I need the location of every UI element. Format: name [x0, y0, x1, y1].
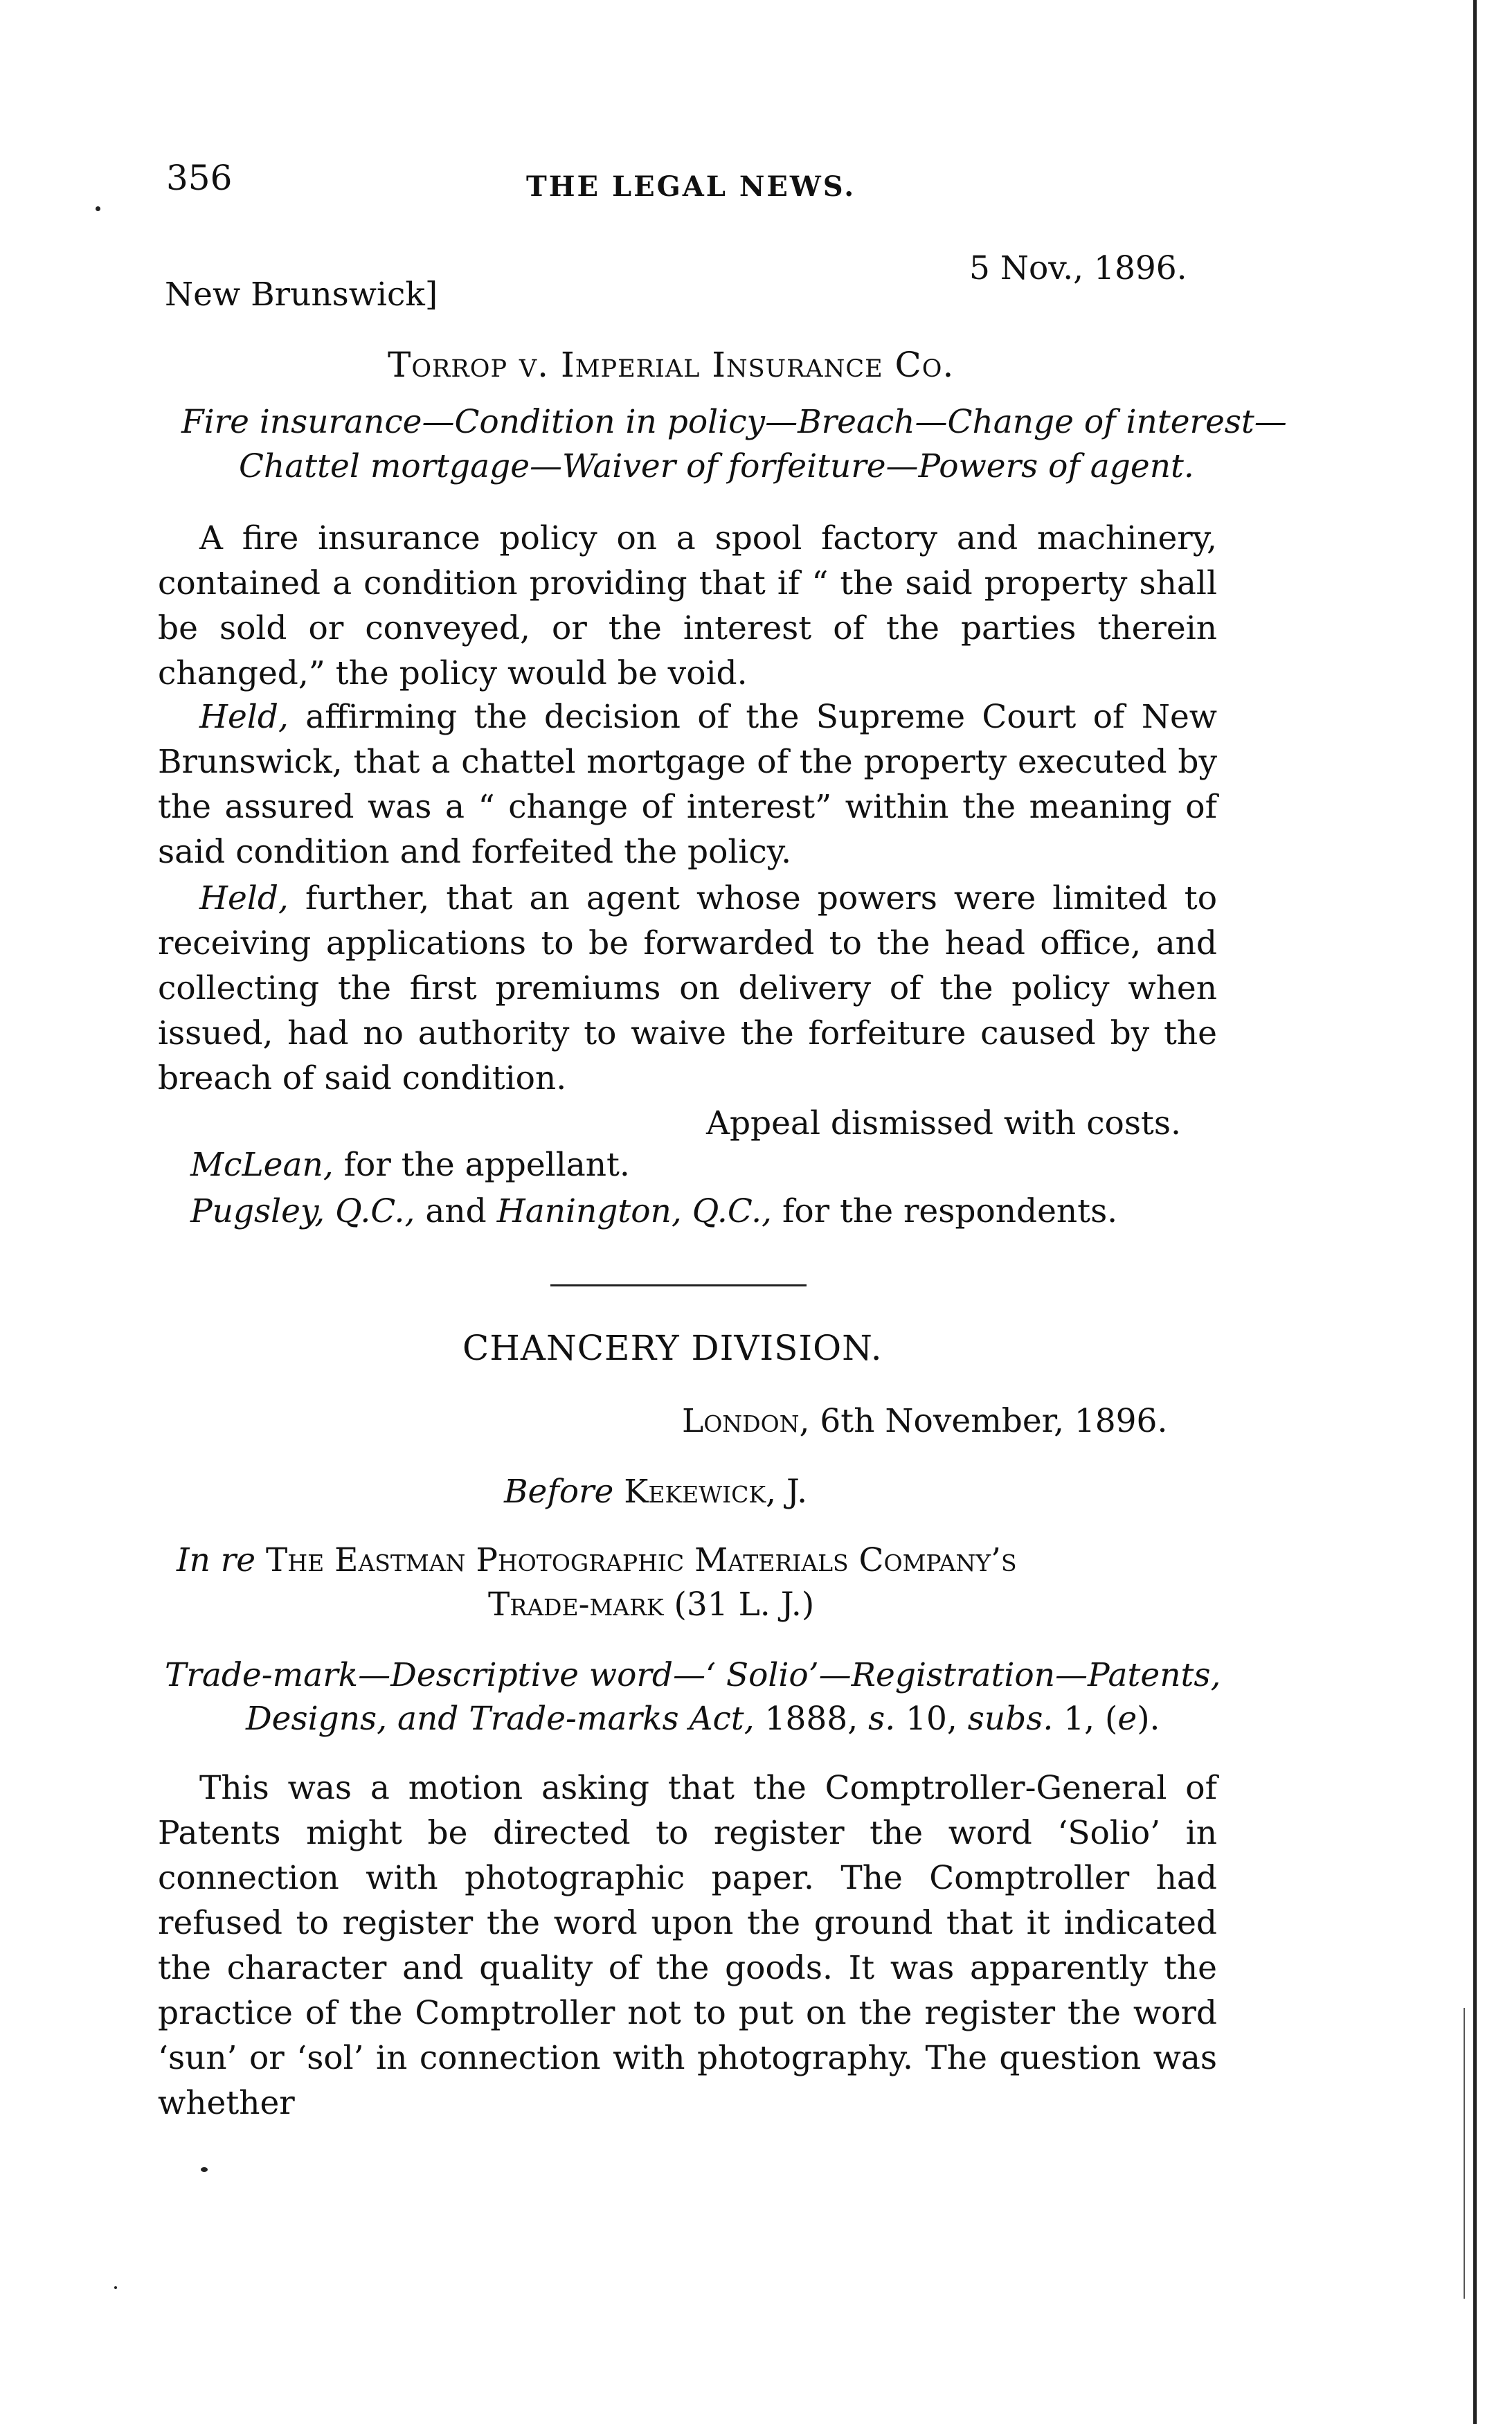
act-name: Designs, and Trade-marks Act,: [246, 1700, 755, 1738]
case1-counsel-respondents: [190, 1192, 1117, 1230]
counsel-role: for the appellant.: [333, 1146, 630, 1184]
case2-title-line2: [488, 1586, 814, 1624]
held-label: Held,: [199, 879, 289, 917]
case2-headnote-line2: [246, 1700, 1160, 1738]
page-edge-line: [1473, 0, 1477, 2424]
case1-counsel-appellant: [190, 1146, 630, 1184]
case1-paragraph-3-text: further, that an agent whose powers were limited to receiving applications to be forwarded to the head office, and collecting the first premiums on delivery of the policy when issued, had no authority to waive the forfeiture caused by the breach of said condition.: [158, 879, 1217, 1097]
in-re: In re: [177, 1541, 256, 1579]
case2-title-line1: [177, 1541, 1017, 1579]
print-speck: [114, 2286, 117, 2289]
case1-court: New Brunswick]: [165, 276, 438, 314]
held-label: Held,: [199, 698, 289, 736]
clause-letter: e: [1117, 1700, 1137, 1738]
case2-paragraph-1-text: This was a motion asking that the Comptroller-General of Patents might be directed to register the word ‘Solio’ in connection with photographic paper. The Comptroller had refused to register the word upon the ground that it indicated the character and quality of the goods. It was apparently the practice of the Comptroller not to put on the register the word ‘sun’ or ‘sol’ in connection with photography. The question was whether: [158, 1769, 1217, 2122]
case2-headnote-line1: Trade-mark—Descriptive word—‘ Solio’—Registration—Patents,: [165, 1656, 1221, 1694]
counsel-role: for the respondents.: [772, 1192, 1118, 1230]
counsel-name: Hanington, Q.C.,: [496, 1192, 772, 1230]
case2-title-text: The Eastman Photographic Materials Company’s: [255, 1541, 1017, 1579]
case1-paragraph-3: [158, 876, 1217, 1101]
print-speck: [201, 2167, 208, 2172]
clause-close: ).: [1137, 1700, 1160, 1738]
section-abbrev: s.: [868, 1700, 896, 1738]
case1-headnote-line1: Fire insurance—Condition in policy—Breach—Change of interest—: [181, 403, 1287, 441]
case2-before: [504, 1473, 807, 1511]
case2-place-date: [682, 1402, 1167, 1440]
case2-place: London,: [682, 1402, 810, 1440]
judge-name: Kekewick, J.: [613, 1473, 808, 1511]
before-word: Before: [504, 1473, 614, 1511]
case1-title: Torrop v. Imperial Insurance Co.: [388, 345, 955, 385]
case1-paragraph-2: [158, 694, 1217, 874]
case2-citation: (31 L. J.): [663, 1586, 815, 1624]
section-number: 10,: [895, 1700, 968, 1738]
subsection-abbrev: subs.: [967, 1700, 1054, 1738]
case2-paragraph-1: [158, 1766, 1217, 2126]
counsel-name: Pugsley, Q.C.,: [190, 1192, 415, 1230]
page-edge-mark: [1464, 2008, 1465, 2299]
counsel-name: McLean,: [190, 1146, 334, 1184]
subsection-number: 1, (: [1053, 1700, 1118, 1738]
case1-paragraph-2-text: affirming the decision of the Supreme Court of New Brunswick, that a chattel mortgage of the property executed by the assured was a “ change of interest” within the meaning of said condition and forfeited the policy.: [158, 698, 1217, 871]
page-header: [166, 158, 1218, 206]
act-year: 1888,: [754, 1700, 869, 1738]
case2-date: 6th November, 1896.: [809, 1402, 1168, 1440]
counsel-conjunction: and: [415, 1192, 497, 1230]
case1-paragraph-1-text: A fire insurance policy on a spool factory and machinery, contained a condition providing that if “ the said property shall be sold or conveyed, or the interest of the parties therein changed,” the policy would be void.: [158, 519, 1217, 692]
print-speck: [96, 206, 100, 211]
case1-headnote-line2: Chattel mortgage—Waiver of forfeiture—Powers of agent.: [239, 447, 1194, 485]
case2-division: CHANCERY DIVISION.: [462, 1328, 883, 1368]
running-title: THE LEGAL NEWS.: [526, 170, 856, 203]
case1-result: Appeal dismissed with costs.: [706, 1104, 1181, 1142]
section-divider: [550, 1284, 807, 1286]
case2-title-trademark: Trade-mark: [488, 1586, 664, 1624]
case1-date: 5 Nov., 1896.: [969, 249, 1187, 287]
case1-paragraph-1: [158, 516, 1217, 696]
page-number: 356: [166, 158, 233, 198]
